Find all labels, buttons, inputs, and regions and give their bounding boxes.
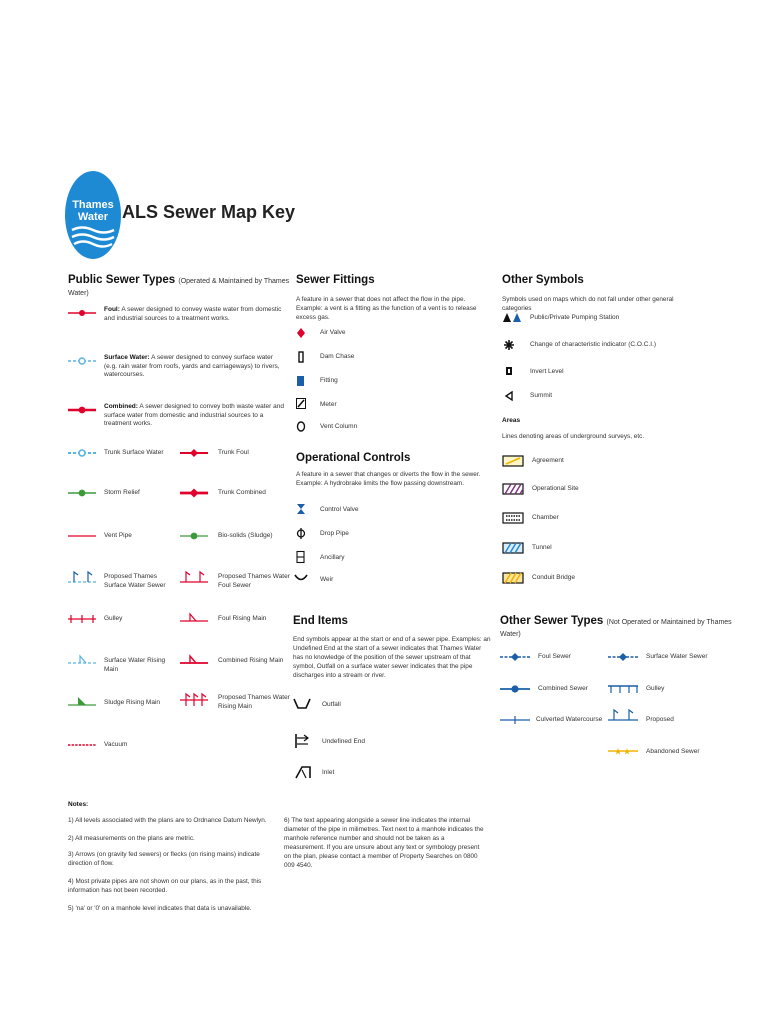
other-sewer-types-note: (Not Operated or Maintained by Thames Water) [500, 619, 732, 638]
undefined-end-icon [294, 734, 312, 748]
operational-controls-heading: Operational Controls [296, 452, 411, 464]
proposed-surface-label: Proposed Thames Surface Water Sewer [104, 573, 166, 589]
proposed-surface-symbol [68, 568, 98, 586]
foul-rising-label: Foul Rising Main [218, 615, 267, 622]
other-combined-label: Combined Sewer [538, 685, 588, 692]
operational-site-label: Operational Site [532, 485, 579, 492]
proposed-foul-label: Proposed Thames Water Foul Sewer [218, 573, 290, 589]
sludge-rising-label: Sludge Rising Main [104, 699, 161, 706]
sewer-fittings-heading: Sewer Fittings [296, 274, 375, 286]
undefined-end-label: Undefined End [322, 738, 366, 745]
logo-line1: Thames [72, 199, 114, 211]
surface-rising-label: Surface Water Rising Main [104, 657, 166, 673]
trunk-surface-label: Trunk Surface Water [104, 449, 164, 456]
other-surface-symbol [608, 652, 640, 662]
other-proposed-label: Proposed [646, 716, 674, 723]
trunk-surface-symbol [68, 448, 98, 458]
other-sewer-types-heading: Other Sewer Types (Not Operated or Maintained by Thames Water) [500, 615, 732, 638]
culverted-watercourse-symbol [500, 715, 532, 725]
fitting-icon [296, 376, 306, 386]
trunk-combined-symbol [180, 488, 210, 498]
invert-level-label: Invert Level [530, 368, 564, 375]
surface-water-label: Surface Water: A sewer designed to convey surface water (e.g. rain water from roofs, yards and carriageways) to rivers, watercourses. [104, 354, 280, 378]
public-sewer-heading-note: (Operated & Maintained by Thames Water) [68, 278, 290, 297]
dam-chase-label: Dam Chase [320, 353, 355, 360]
other-surface-label: Surface Water Sewer [646, 653, 708, 660]
culverted-watercourse-label: Culverted Watercourse [536, 716, 603, 723]
chamber-swatch [502, 512, 524, 524]
inlet-icon [294, 766, 312, 779]
pumping-station-label: Public/Private Pumping Station [530, 314, 620, 321]
trunk-foul-symbol [180, 448, 210, 458]
fitting-label: Fitting [320, 377, 338, 384]
public-sewer-heading: Public Sewer Types (Operated & Maintained by Thames Water) [68, 274, 290, 297]
other-foul-symbol [500, 652, 532, 662]
vacuum-symbol [68, 740, 98, 750]
meter-label: Meter [320, 401, 337, 408]
control-valve-icon [296, 504, 306, 514]
combined-rising-label: Combined Rising Main [218, 657, 284, 664]
conduit-bridge-label: Conduit Bridge [532, 574, 575, 581]
inlet-label: Inlet [322, 769, 335, 776]
foul-sewer-symbol [68, 308, 98, 318]
operational-site-swatch [502, 483, 524, 495]
weir-icon [294, 574, 308, 582]
notes-heading: Notes: [68, 801, 89, 808]
coci-label: Change of characteristic indicator (C.O.C.I.) [530, 341, 657, 348]
outfall-icon [292, 698, 312, 710]
areas-heading: Areas [502, 417, 521, 424]
storm-relief-symbol [68, 488, 98, 498]
end-items-heading: End Items [293, 615, 348, 627]
air-valve-label: Air Valve [320, 329, 346, 336]
areas-desc: Lines denoting areas of underground surveys, etc. [502, 433, 645, 440]
note-3: 3) Arrows (on gravity fed sewers) or flecks (on rising mains) indicate direction of flow. [68, 851, 260, 867]
note-1: 1) All levels associated with the plans are to Ordnance Datum Newlyn. [68, 817, 267, 824]
other-foul-label: Foul Sewer [538, 653, 571, 660]
combined-sewer-label: Combined: A sewer designed to convey both waste water and surface water from domestic and industrial sources to a treatment works. [104, 403, 284, 427]
bio-sludge-symbol [180, 531, 210, 541]
gulley-symbol [68, 614, 98, 624]
ancillary-label: Ancillary [320, 554, 345, 561]
gulley-label: Gulley [104, 615, 123, 622]
surface-rising-symbol [68, 654, 98, 666]
dam-chase-icon [296, 352, 306, 362]
trunk-combined-label: Trunk Combined [218, 489, 266, 496]
proposed-rising-symbol [180, 692, 210, 708]
vent-pipe-label: Vent Pipe [104, 532, 132, 539]
svg-text:★: ★ [614, 747, 623, 758]
vent-column-icon [296, 421, 306, 432]
pumping-station-icon [502, 312, 522, 323]
surface-water-symbol [68, 356, 98, 366]
other-gulley-symbol [608, 684, 640, 694]
vent-column-label: Vent Column [320, 423, 358, 430]
vacuum-label: Vacuum [104, 741, 128, 748]
other-gulley-label: Gulley [646, 685, 665, 692]
svg-text:★: ★ [623, 747, 632, 758]
outfall-label: Outfall [322, 701, 341, 708]
drop-pipe-icon [296, 528, 306, 539]
foul-rising-symbol [180, 612, 210, 624]
trunk-foul-label: Trunk Foul [218, 449, 249, 456]
note-4: 4) Most private pipes are not shown on our plans, as in the past, this information has not been recorded. [68, 878, 262, 894]
combined-sewer-symbol [68, 405, 98, 415]
tunnel-swatch [502, 542, 524, 554]
drop-pipe-label: Drop Pipe [320, 530, 349, 537]
abandoned-sewer-symbol [608, 746, 640, 756]
weir-label: Weir [320, 576, 334, 583]
logo-line2: Water [77, 211, 109, 223]
sludge-rising-symbol [68, 696, 98, 708]
meter-icon [296, 398, 306, 409]
end-items-desc: End symbols appear at the start or end of a sewer pipe. Examples: an Undefined End at the start of a sewer indicates that Thames Water has no knowledge of the position of the sewer upstream of that symbol, Outfall on a surface water sewer indicates that the pipe discharges into a stream or river. [293, 636, 491, 679]
page-title: ALS Sewer Map Key [122, 202, 296, 222]
proposed-rising-label: Proposed Thames Water Rising Main [218, 694, 290, 710]
agreement-label: Agreement [532, 457, 564, 464]
ancillary-icon [296, 551, 306, 563]
note-2: 2) All measurements on the plans are metric. [68, 835, 195, 842]
summit-icon [504, 391, 514, 401]
operational-controls-desc: A feature in a sewer that changes or diverts the flow in the sewer. Example: A hydrobrake limits the flow passing downstream. [296, 471, 481, 487]
proposed-foul-symbol [180, 568, 210, 586]
sewer-fittings-desc: A feature in a sewer that does not affect the flow in the pipe. Example: a vent is a fitting as the function of a vent is to release excess gas. [296, 296, 477, 321]
combined-rising-symbol [180, 654, 210, 666]
chamber-label: Chamber [532, 514, 559, 521]
summit-label: Summit [530, 392, 553, 399]
foul-sewer-label: Foul: A sewer designed to convey waste water from domestic and industrial sources to a treatment works. [104, 306, 282, 322]
tunnel-label: Tunnel [532, 544, 552, 551]
control-valve-label: Control Valve [320, 506, 359, 513]
air-valve-icon [296, 328, 306, 338]
note-5: 5) 'na' or '0' on a manhole level indicates that data is unavailable. [68, 905, 252, 912]
bio-sludge-label: Bio-solids (Sludge) [218, 532, 273, 539]
invert-level-icon [504, 366, 514, 376]
other-combined-symbol [500, 684, 532, 694]
coci-icon [504, 340, 514, 350]
abandoned-sewer-label: Abandoned Sewer [646, 748, 700, 755]
other-symbols-heading: Other Symbols [502, 274, 584, 286]
other-symbols-desc: Symbols used on maps which do not fall under other general categories [502, 296, 674, 312]
storm-relief-label: Storm Relief [104, 489, 140, 496]
conduit-bridge-swatch [502, 572, 524, 584]
note-6: 6) The text appearing alongside a sewer line indicates the internal diameter of the pipe in milimetres. Text next to a manhole indicates the manhole reference number and should not be taken as a measurement. If you are unsure about any text or symbology present on the plan, please contact a member of Property Searches on 0800 009 4540. [284, 817, 484, 869]
vent-pipe-symbol [68, 531, 98, 541]
thames-water-logo [64, 170, 122, 260]
other-proposed-symbol [608, 708, 640, 725]
agreement-swatch [502, 455, 524, 467]
